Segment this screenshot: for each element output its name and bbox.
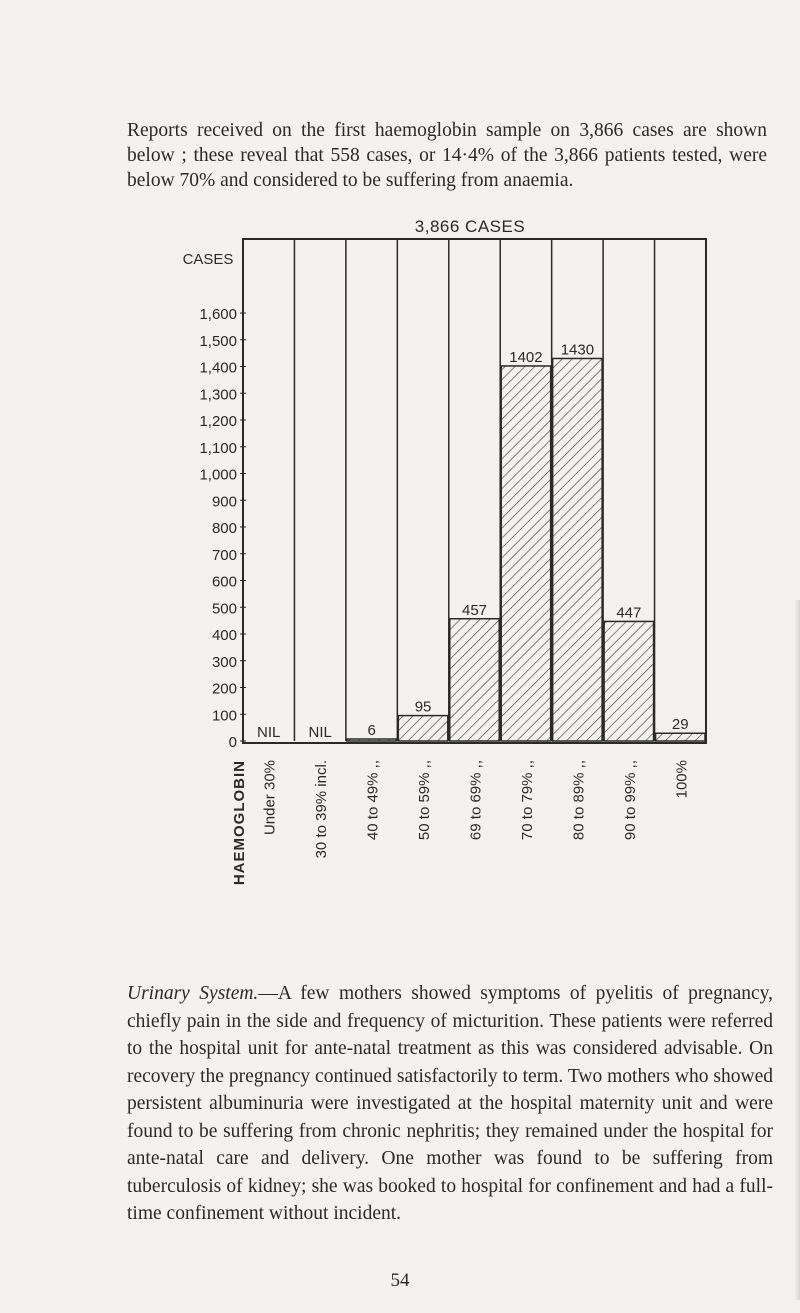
- value-label: NIL: [257, 724, 281, 741]
- value-label: 1402: [509, 348, 543, 366]
- category-labels: [262, 760, 691, 858]
- category-label: 70 to 79% ,,: [518, 760, 536, 841]
- y-tick-label: 400: [211, 627, 237, 644]
- y-tick-label: 200: [211, 680, 237, 698]
- y-tick-label: 0: [228, 734, 237, 751]
- value-label: 1430: [560, 341, 595, 359]
- category-label: 50 to 59% ,,: [416, 760, 434, 841]
- bar: [450, 619, 499, 741]
- y-tick-label: 1,400: [199, 359, 237, 377]
- value-label: 447: [616, 604, 642, 622]
- y-tick-label: 600: [211, 573, 237, 591]
- y-tick-label: 1,600: [199, 306, 237, 323]
- y-tick-label: 800: [211, 520, 237, 537]
- value-label: NIL: [308, 724, 332, 741]
- category-label: 69 to 69% ,,: [467, 760, 485, 841]
- page-number: 54: [390, 1270, 410, 1291]
- urinary-system-paragraph: [127, 980, 773, 1228]
- value-label: 6: [367, 722, 376, 739]
- value-label: 95: [414, 698, 432, 716]
- category-label: 30 to 39% incl.: [313, 760, 331, 859]
- chart-title: 3,866 CASES: [414, 217, 526, 236]
- urinary-system-heading: Urinary System.: [127, 983, 259, 1004]
- y-tick-label: 1,200: [199, 413, 237, 430]
- bar: [347, 739, 396, 741]
- y-tick-label: 700: [211, 546, 237, 564]
- y-axis-ticks: [199, 306, 246, 751]
- y-tick-label: 900: [211, 493, 237, 511]
- category-label: 100%: [673, 760, 691, 799]
- value-label: 29: [671, 716, 689, 734]
- y-tick-label: 500: [211, 600, 237, 618]
- category-label: 40 to 49% ,,: [364, 760, 382, 841]
- bar: [553, 358, 602, 741]
- y-tick-label: 1,100: [199, 439, 237, 457]
- y-tick-label: 1,000: [199, 466, 237, 484]
- value-label: 457: [461, 601, 488, 619]
- category-label: 90 to 99% ,,: [621, 760, 639, 841]
- chart-bars: [347, 358, 705, 741]
- y-tick-label: 300: [211, 653, 237, 671]
- bar: [604, 621, 653, 741]
- page-edge-shadow: [794, 600, 800, 1300]
- y-tick-label: 1,300: [199, 386, 237, 404]
- category-label: 80 to 89% ,,: [570, 760, 588, 841]
- intro-paragraph: Reports received on the first haemoglobin sample on 3,866 cases are shown below ; these reveal that 558 cases, or 14·4% of the 3,866 patients tested, were below 70% and considered to be suffering from anaemia.: [127, 119, 767, 191]
- y-axis-title: CASES: [182, 251, 234, 268]
- category-label: Under 30%: [261, 760, 279, 836]
- x-axis-title: HAEMOGLOBIN: [231, 760, 248, 886]
- bar: [398, 716, 447, 741]
- y-tick-label: 100: [211, 707, 237, 725]
- bar: [501, 366, 550, 741]
- y-tick-label: 1,500: [199, 332, 237, 350]
- urinary-system-text: —A few mothers showed symptoms of pyelitis of pregnancy, chiefly pain in the side and frequency of micturition. These patients were referred to the hospital unit for ante-natal treatment as this was considered advisable. On recovery the pregnancy continued satisfactorily to term. Two mothers who showed persistent albuminuria were investigated at the hospital maternity unit and were found to be suffering from chronic nephritis; they remained under the hospital for ante-natal care and delivery. One mother was found to be suffering from tuberculosis of kidney; she was booked to hospital for confinement and had a full-time confinement without incident.: [127, 983, 773, 1224]
- bar: [656, 733, 705, 741]
